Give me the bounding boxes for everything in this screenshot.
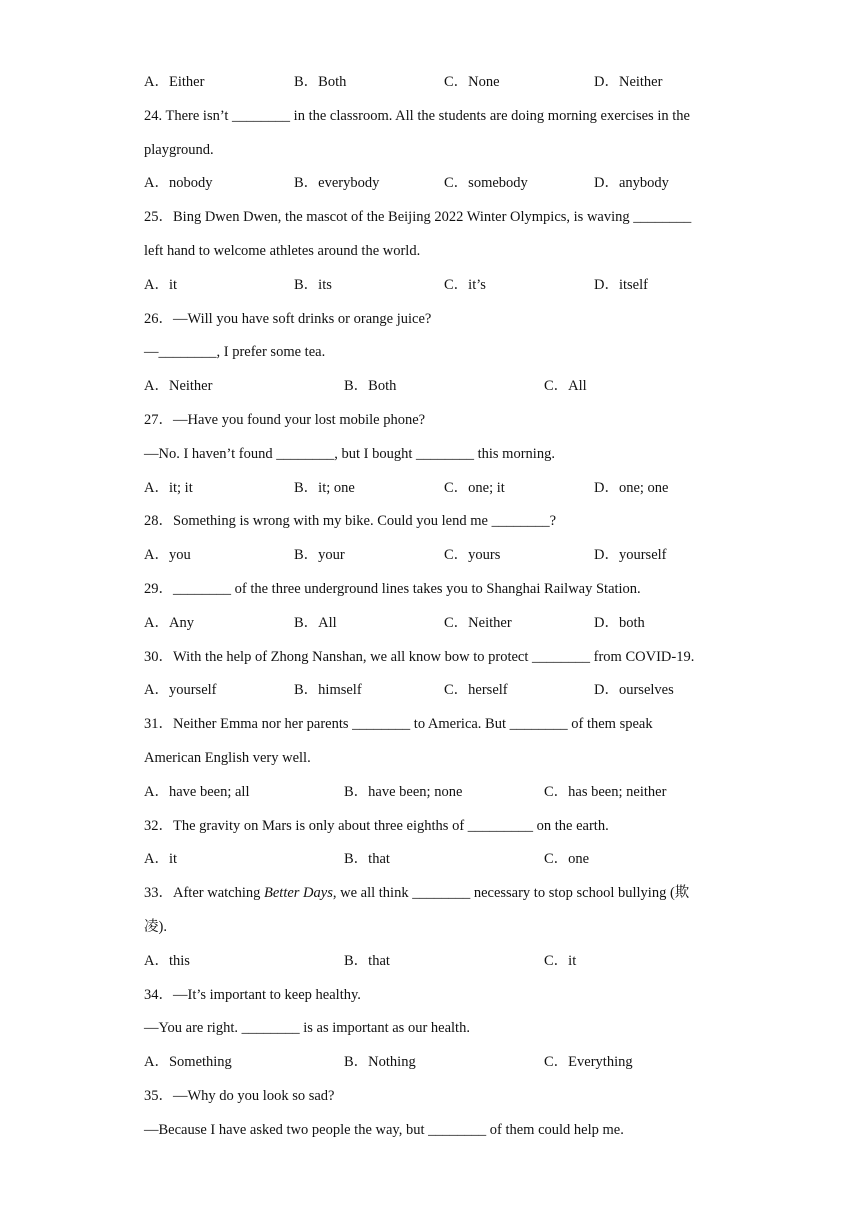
answer-option: D．itself: [594, 277, 648, 293]
answer-option: B．that: [344, 851, 390, 867]
question-text-line: 35．—Why do you look so sad?: [144, 1088, 335, 1104]
answer-options-row: [144, 849, 744, 869]
answer-option: A．have been; all: [144, 784, 250, 800]
answer-options-row: [144, 545, 744, 565]
answer-options-row: [144, 478, 744, 498]
answer-options-row: [144, 376, 744, 396]
answer-option: A．it; it: [144, 480, 193, 496]
answer-options-row: [144, 275, 744, 295]
answer-option: C．it’s: [444, 277, 486, 293]
film-title: Better Days: [264, 885, 333, 901]
answer-option: A．yourself: [144, 682, 217, 698]
answer-option: C．one; it: [444, 480, 505, 496]
answer-option: D．anybody: [594, 175, 669, 191]
answer-option: C．None: [444, 74, 500, 90]
answer-option: C．herself: [444, 682, 508, 698]
question-text-line: 26．—Will you have soft drinks or orange juice?: [144, 311, 432, 327]
question-text-line: 30．With the help of Zhong Nanshan, we all know bow to protect ________ from COVID-19.: [144, 649, 695, 665]
answer-options-row: [144, 173, 744, 193]
answer-option: A．you: [144, 547, 191, 563]
question-text-fragment: 33．After watching: [144, 885, 264, 901]
answer-option: D．both: [594, 615, 645, 631]
answer-option: C．it: [544, 953, 577, 969]
answer-option: B．it; one: [294, 480, 355, 496]
answer-option: C．has been; neither: [544, 784, 667, 800]
answer-options-row: [144, 613, 744, 633]
question-text-line: —________, I prefer some tea.: [144, 344, 326, 360]
answer-option: C．somebody: [444, 175, 528, 191]
answer-option: D．ourselves: [594, 682, 674, 698]
answer-option: A．it: [144, 851, 178, 867]
question-text-line: 凌).: [144, 919, 167, 935]
question-text-line: 29．________ of the three underground lines takes you to Shanghai Railway Station.: [144, 581, 641, 597]
question-text-line: —You are right. ________ is as important as our health.: [144, 1020, 470, 1036]
question-text-fragment: , we all think ________ necessary to stop school bullying (欺: [332, 885, 690, 901]
question-text-line: American English very well.: [144, 750, 311, 766]
answer-option: B．have been; none: [344, 784, 463, 800]
answer-option: A．Neither: [144, 378, 213, 394]
question-text-line: 25．Bing Dwen Dwen, the mascot of the Beijing 2022 Winter Olympics, is waving ________: [144, 209, 692, 225]
answer-option: B．its: [294, 277, 332, 293]
question-text-line: 27．—Have you found your lost mobile phone?: [144, 412, 426, 428]
answer-option: B．everybody: [294, 175, 380, 191]
answer-option: C．yours: [444, 547, 501, 563]
answer-option: B．Both: [294, 74, 347, 90]
answer-options-row: [144, 72, 744, 92]
answer-options-row: [144, 951, 744, 971]
answer-option: A．it: [144, 277, 178, 293]
answer-option: C．one: [544, 851, 590, 867]
question-text-line: 28．Something is wrong with my bike. Could you lend me ________?: [144, 513, 557, 529]
answer-option: C．Neither: [444, 615, 512, 631]
answer-option: B．Nothing: [344, 1054, 416, 1070]
answer-option: D．Neither: [594, 74, 663, 90]
question-text-line: playground.: [144, 142, 214, 158]
question-text-line: 24. There isn’t ________ in the classroom. All the students are doing morning exercises in the: [144, 108, 690, 124]
answer-option: B．himself: [294, 682, 362, 698]
answer-options-row: [144, 680, 744, 700]
question-text-line: —Because I have asked two people the way, but ________ of them could help me.: [144, 1122, 624, 1138]
question-text-line: 34．—It’s important to keep healthy.: [144, 987, 361, 1003]
answer-option: C．Everything: [544, 1054, 633, 1070]
answer-option: A．Something: [144, 1054, 232, 1070]
answer-option: B．your: [294, 547, 345, 563]
answer-option: B．that: [344, 953, 390, 969]
answer-option: A．nobody: [144, 175, 213, 191]
answer-option: B．All: [294, 615, 337, 631]
answer-options-row: [144, 782, 744, 802]
answer-option: A．Either: [144, 74, 205, 90]
answer-option: D．one; one: [594, 480, 669, 496]
answer-option: C．All: [544, 378, 587, 394]
question-text-line: —No. I haven’t found ________, but I bought ________ this morning.: [144, 446, 555, 462]
question-text-line: 32．The gravity on Mars is only about three eighths of _________ on the earth.: [144, 818, 609, 834]
answer-option: A．this: [144, 953, 190, 969]
answer-option: A．Any: [144, 615, 194, 631]
question-text-line: left hand to welcome athletes around the world.: [144, 243, 421, 259]
answer-option: D．yourself: [594, 547, 667, 563]
answer-option: B．Both: [344, 378, 397, 394]
question-text-line: 31．Neither Emma nor her parents ________ to America. But ________ of them speak: [144, 716, 653, 732]
question-text-line: [144, 883, 689, 903]
answer-options-row: [144, 1052, 744, 1072]
